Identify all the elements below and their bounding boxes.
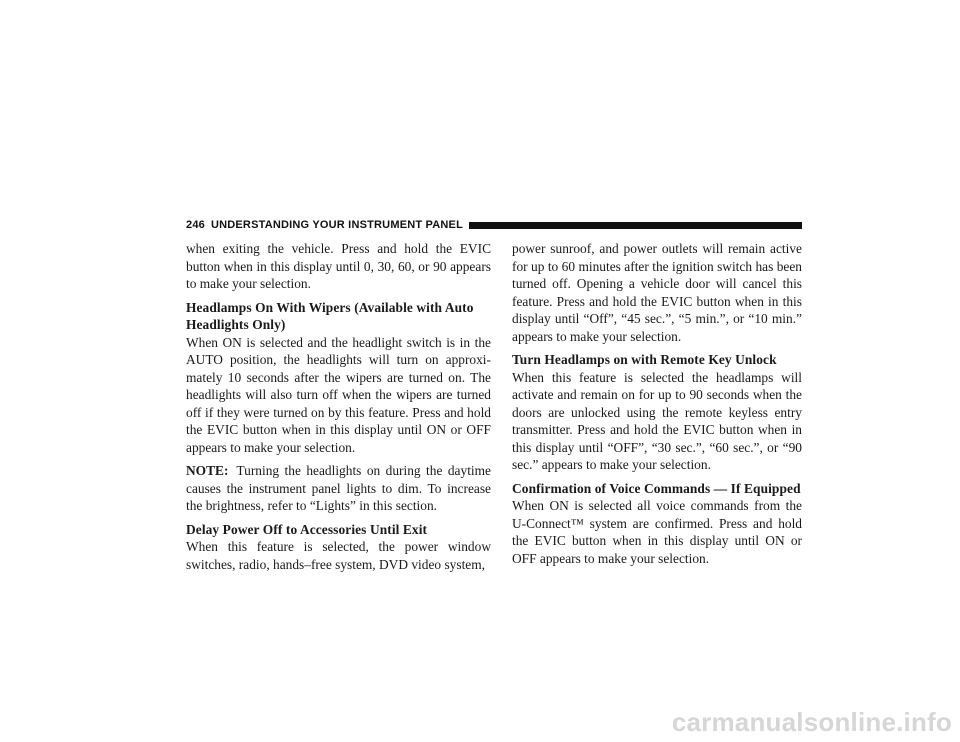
section-heading: Confirmation of Voice Commands — If Equipped <box>512 480 801 496</box>
section-remote-key-unlock <box>512 351 802 474</box>
site-watermark: carmanualsonline.info <box>671 707 952 737</box>
page-number: 246 <box>186 219 205 231</box>
header-rule <box>469 222 802 229</box>
section-body: When this feature is selected the headlamps will activate and remain on for up to 90 seconds when the doors are unlocked using the remote keyless entry transmitter. Press and hold the EVIC button when in this display until “OFF”, “30 sec.”, “60 sec.”, or “90 sec.” appears to make your selection. <box>512 369 802 472</box>
right-column <box>512 240 802 573</box>
section-body: When ON is selected and the headlight switch is in the AUTO position, the headlights will turn on approxi-mately 10 seconds after the wipers are turned on. The headlights will also turn off when the wipers are turned off if they were turned on by this feature. Press and hold the EVIC button when in this display until ON or OFF appears to make your selection. <box>186 334 491 455</box>
section-delay-power-off <box>186 521 491 574</box>
page-header <box>186 218 802 232</box>
section-body: When ON is selected all voice commands from the U-Connect™ system are confirmed. Press and hold the EVIC button when in this display until ON or OFF appears to make your selection. <box>512 498 802 566</box>
intro-paragraph: when exiting the vehicle. Press and hold the EVIC button when in this display until 0, 30, 60, or 90 appears to make your selection. <box>186 241 491 291</box>
section-headlamps-wipers <box>186 299 491 457</box>
section-body: When this feature is selected, the power window switches, radio, hands–free system, DVD video system, <box>186 539 491 572</box>
note-paragraph <box>186 462 491 515</box>
section-heading: Turn Headlamps on with Remote Key Unlock <box>512 352 777 367</box>
section-heading: Headlamps On With Wipers (Available with Auto Headlights Only) <box>186 299 474 332</box>
continuation-paragraph: power sunroof, and power outlets will remain active for up to 60 minutes after the ignition switch has been turned off. Opening a vehicle door will cancel this feature. Press and hold the EVIC button when in this display until “Off”, “45 sec.”, “5 min.”, or “10 min.” appears to make your selection. <box>512 241 802 344</box>
note-label: NOTE: <box>186 463 229 478</box>
left-column <box>186 240 491 579</box>
section-title: UNDERSTANDING YOUR INSTRUMENT PANEL <box>210 219 464 231</box>
section-heading: Delay Power Off to Accessories Until Exit <box>186 521 428 537</box>
section-voice-commands <box>512 480 802 568</box>
note-text: Turning the headlights on during the daytime causes the instrument panel lights to dim. To increase the brightness, refer to “Lights” in this section. <box>186 463 491 513</box>
